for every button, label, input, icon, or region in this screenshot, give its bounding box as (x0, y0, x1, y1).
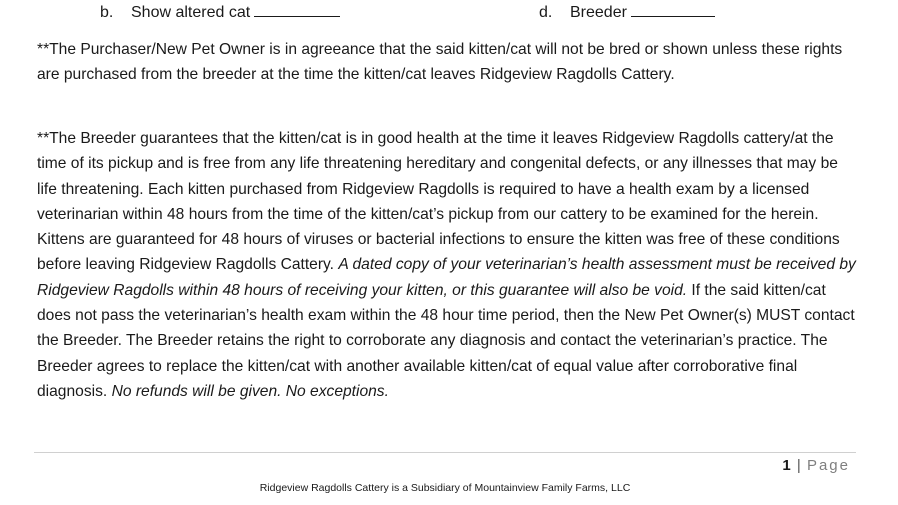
option-d-label: Breeder (570, 4, 627, 21)
footer-company-text: Ridgeview Ragdolls Cattery is a Subsidiary of Mountainview Family Farms, LLC (259, 482, 631, 494)
option-b-blank-line[interactable] (254, 1, 340, 17)
option-b (100, 1, 340, 22)
option-b-label: Show altered cat (131, 4, 251, 21)
page-number-label: Page (806, 457, 850, 474)
page-number-value: 1 (782, 457, 791, 474)
health-guarantee-text-2: If the said kitten/cat does not pass the veterinarian’s health exam within the 48 hour time period, then the New Pet Owner(s) MUST contact the Breeder. The Breeder retains the right to corroborate any diagnosis and contact the veterinarian’s practice. The Breeder agrees to replace the kitten/cat with another available kitten/cat of equal value after corroborative final diagnosis. (37, 281, 855, 400)
option-d (539, 1, 715, 22)
options-row (0, 0, 898, 24)
health-guarantee-italic-1: A dated copy of your veterinarian’s health assessment must be received by Ridgeview Ragdolls within 48 hours of receiving your kitten, or this guarantee will also be void. (37, 256, 856, 299)
option-d-letter: d. (539, 4, 553, 21)
breeding-rights-paragraph: **The Purchaser/New Pet Owner is in agreeance that the said kitten/cat will not be bred or shown unless these rights are purchased from the breeder at the time the kitten/cat leaves Ridgeview Ragdolls Cattery. (37, 41, 843, 84)
footer-divider (34, 452, 856, 453)
health-guarantee-text-1: **The Breeder guarantees that the kitten/cat is in good health at the time it leaves Ridgeview Ragdolls cattery/at the time of its pickup and is free from any life threatening hereditary and congenital defects, or any illnesses that may be life threatening. Each kitten purchased from Ridgeview Ragdolls is required to have a health exam by a licensed veterinarian within 48 hours from the time of the kitten/cat’s pickup from our cattery to be examined for the herein. Kittens are guaranteed for 48 hours of viruses or bacterial infections to ensure the kitten was free of these conditions before leaving Ridgeview Ragdolls Cattery. (37, 130, 840, 274)
option-d-blank-line[interactable] (631, 1, 715, 17)
option-b-letter: b. (100, 4, 114, 21)
page-number-separator: | (796, 457, 801, 474)
page-number (782, 457, 850, 474)
health-guarantee-paragraph (37, 126, 857, 404)
health-guarantee-italic-2: No refunds will be given. No exceptions. (111, 382, 389, 400)
